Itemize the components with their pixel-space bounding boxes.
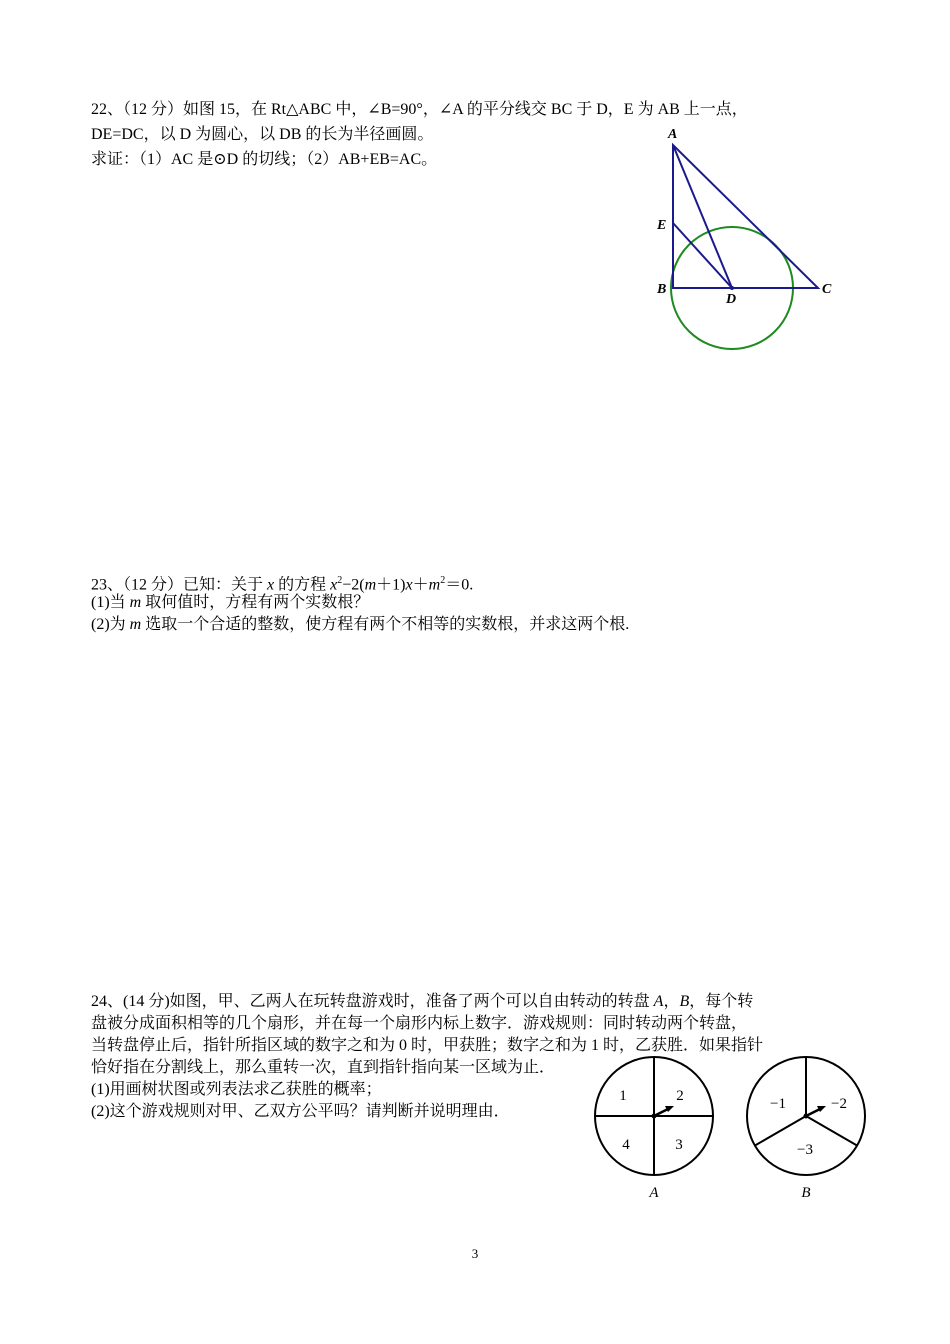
sector-label: 1	[619, 1088, 627, 1104]
equation-part: ＝0.	[445, 576, 474, 594]
sector-label: −1	[770, 1096, 786, 1112]
q23-line-1	[91, 571, 473, 595]
superscript-2: 2	[440, 575, 446, 586]
sector-label: 3	[675, 1137, 683, 1153]
sector-label: −2	[831, 1096, 847, 1112]
q23-text: (1)当	[91, 594, 130, 611]
q23-text: 选取一个合适的整数，使方程有两个不相等的实数根，并求这两个根.	[141, 616, 630, 633]
spinner-a-label: A	[649, 1185, 659, 1201]
var-m: m	[129, 616, 142, 633]
q24-line-5: (1)用画树状图或列表法求乙获胜的概率；	[91, 1081, 382, 1098]
q24-line-1	[91, 992, 753, 1012]
q24-line-6: (2)这个游戏规则对甲、乙双方公平吗？请判断并说明理由．	[91, 1103, 510, 1120]
q23-text: 的方程	[274, 576, 331, 594]
q24-line-2: 盘被分成面积相等的几个扇形，并在每一个扇形内标上数字．游戏规则：同时转动两个转盘，	[91, 1015, 748, 1032]
var-m: m	[428, 576, 441, 594]
label-b: B	[657, 282, 667, 297]
equation-part: −2(	[342, 576, 365, 594]
q24-text: ，每个转	[689, 993, 754, 1010]
q22-line-3: 求证：（1）AC 是⊙D 的切线；（2）AB+EB=AC。	[91, 151, 438, 168]
sector-label: 2	[676, 1088, 684, 1104]
page-number: 3	[471, 1246, 479, 1261]
sector-label: 4	[622, 1137, 630, 1153]
q24-line-4: 恰好指在分割线上，那么重转一次，直到指针指向某一区域为止．	[91, 1059, 556, 1076]
spinner-a	[588, 1055, 720, 1205]
label-e: E	[657, 218, 667, 233]
var-x: x	[330, 576, 338, 594]
q24-line-3: 当转盘停止后，指针所指区域的数字之和为 0 时，甲获胜；数字之和为 1 时，乙获胜．如果指针	[91, 1037, 764, 1054]
q23-text: 取何值时，方程有两个实数根？	[141, 594, 370, 611]
q23-text: (2)为	[91, 616, 130, 633]
q24-text: ，	[663, 993, 680, 1010]
spinner-b-label: B	[801, 1185, 811, 1201]
label-c: C	[822, 282, 832, 297]
q23-line-3	[91, 615, 629, 635]
spinner-b	[742, 1055, 874, 1205]
equation-part: ＋	[412, 576, 429, 594]
var-m: m	[364, 576, 377, 594]
q24-text: 24、(14 分)如图，甲、乙两人在玩转盘游戏时，准备了两个可以自由转动的转盘	[91, 993, 654, 1010]
segment-ad	[673, 145, 732, 288]
var-x: x	[405, 576, 413, 594]
point-d	[730, 286, 734, 290]
var-a: A	[653, 993, 664, 1010]
label-d: D	[726, 292, 737, 307]
superscript-2: 2	[337, 575, 343, 586]
var-m: m	[129, 594, 142, 611]
q23-text: 23、（12 分）已知：关于	[91, 576, 268, 594]
q23-line-2	[91, 593, 369, 613]
var-b: B	[679, 993, 690, 1010]
var-x: x	[267, 576, 275, 594]
sector-label: −3	[797, 1142, 813, 1158]
segment-ed	[673, 223, 732, 288]
equation-part: ＋1)	[376, 576, 406, 594]
q22-line-1: 22、（12 分）如图 15，在 Rt△ABC 中，∠B=90°，∠A 的平分线交 BC 于 D，E 为 AB 上一点，	[91, 101, 748, 118]
q22-triangle-figure	[650, 122, 840, 354]
label-a: A	[668, 127, 678, 142]
q22-line-2: DE=DC，以 D 为圆心，以 DB 的长为半径画圆。	[91, 126, 434, 143]
triangle-abc	[673, 145, 818, 288]
